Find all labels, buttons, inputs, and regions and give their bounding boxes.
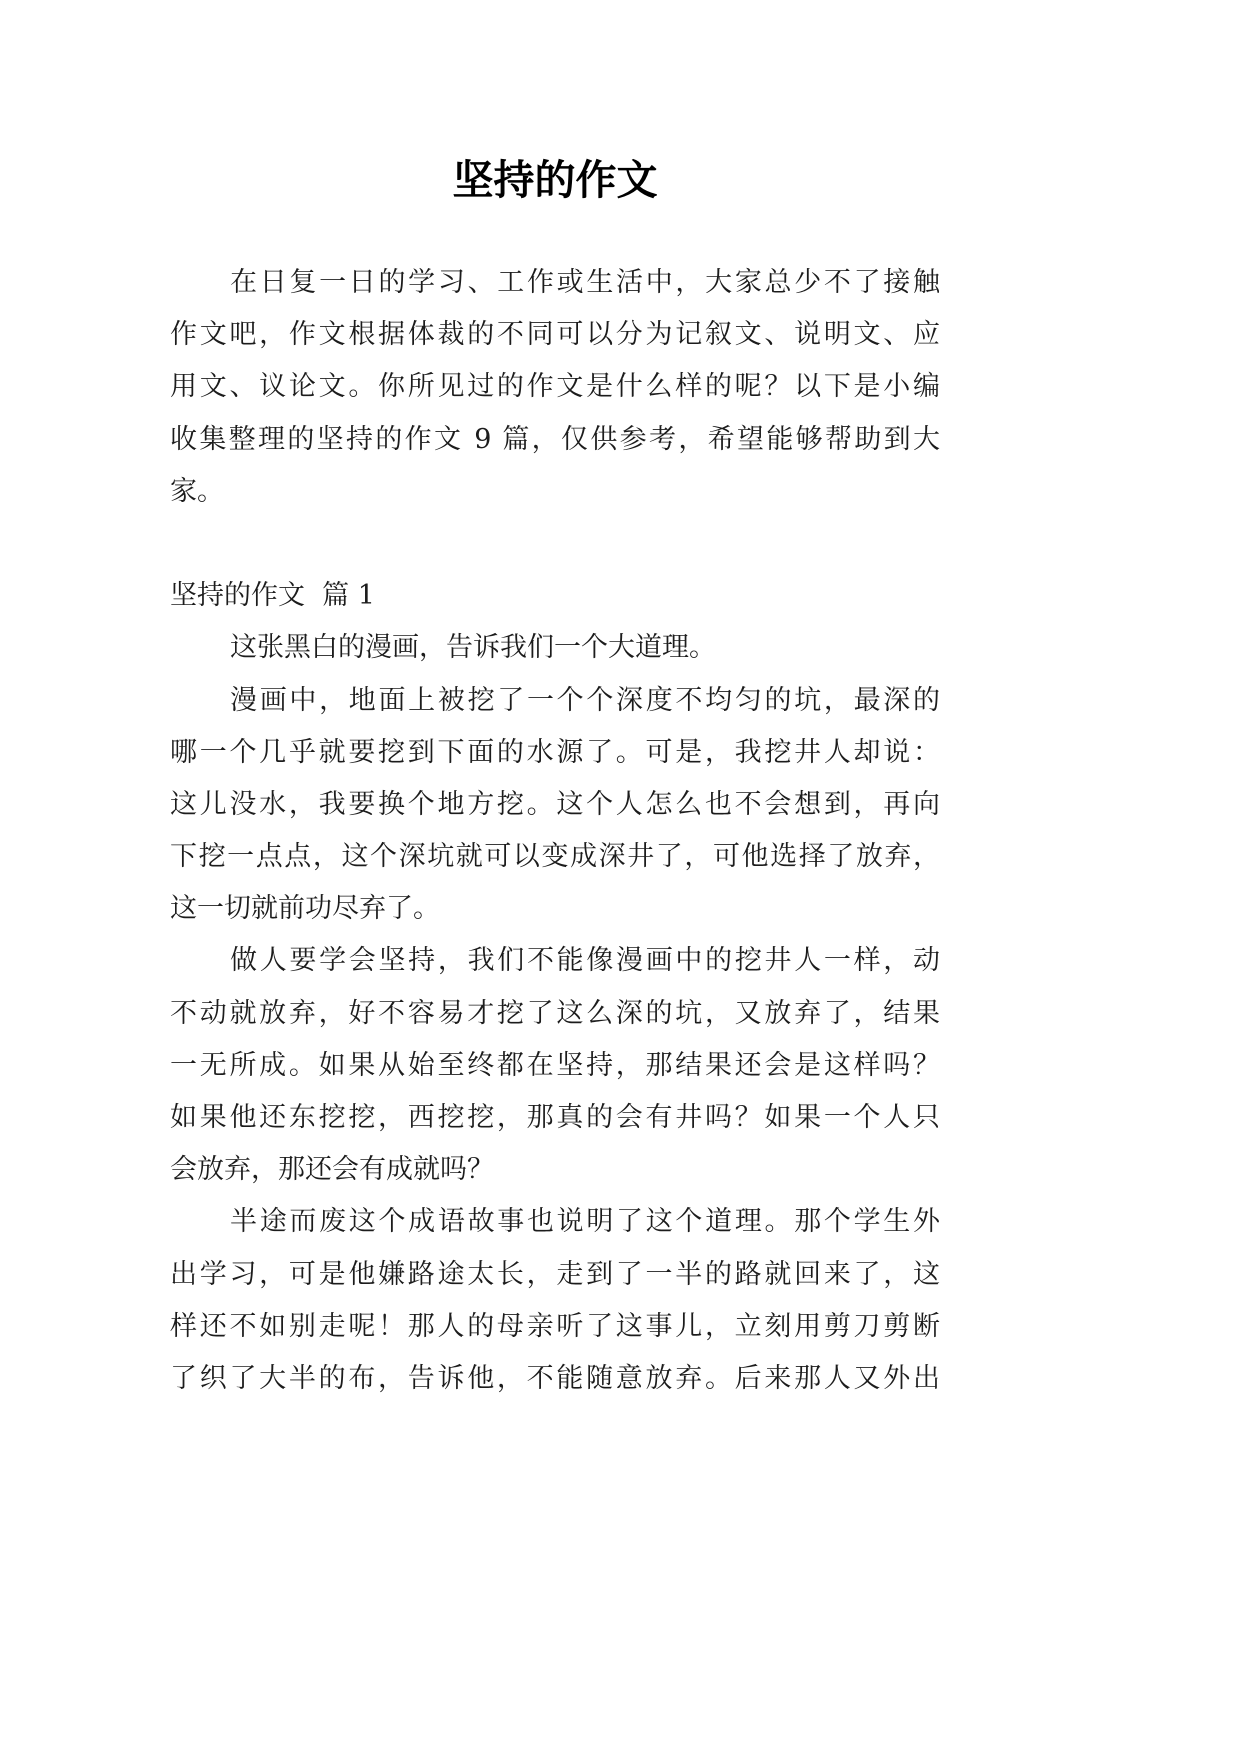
paragraph-line: 用文、议论文。你所见过的作文是什么样的呢？以下是小编 <box>170 371 940 403</box>
paragraph-line: 作文吧，作文根据体裁的不同可以分为记叙文、说明文、应 <box>170 319 940 351</box>
paragraph-line: 这儿没水，我要换个地方挖。这个人怎么也不会想到，再向 <box>170 788 940 820</box>
paragraph-line: 收集整理的坚持的作文 9 篇，仅供参考，希望能够帮助到大 <box>170 423 940 455</box>
paragraph-line: 出学习，可是他嫌路途太长，走到了一半的路就回来了，这 <box>170 1258 940 1290</box>
paragraph-line: 了织了大半的布，告诉他，不能随意放弃。后来那人又外出 <box>170 1362 940 1394</box>
paragraph-line: 样还不如别走呢！那人的母亲听了这事儿，立刻用剪刀剪断 <box>170 1310 940 1342</box>
section-heading: 坚持的作文 篇 1 <box>170 580 375 612</box>
paragraph-line: 做人要学会坚持，我们不能像漫画中的挖井人一样，动 <box>230 945 940 977</box>
essay-section-1 <box>170 570 940 1405</box>
paragraph-line: 漫画中，地面上被挖了一个个深度不均匀的坑，最深的 <box>230 684 940 716</box>
paragraph-line: 半途而废这个成语故事也说明了这个道理。那个学生外 <box>230 1206 940 1238</box>
paragraph-line: 下挖一点点，这个深坑就可以变成深井了，可他选择了放弃， <box>170 841 940 873</box>
paragraph-line: 如果他还东挖挖，西挖挖，那真的会有井吗？如果一个人只 <box>170 1102 940 1133</box>
document-title: 坚持的作文 <box>452 156 658 204</box>
paragraph-line: 这一切就前功尽弃了。 <box>170 893 440 925</box>
paragraph-line: 家。 <box>170 475 224 507</box>
intro-paragraph <box>170 257 940 518</box>
paragraph <box>170 675 940 936</box>
blank-line <box>170 518 940 570</box>
paragraph-line: 一无所成。如果从始至终都在坚持，那结果还会是这样吗？ <box>170 1049 940 1081</box>
paragraph-line: 哪一个几乎就要挖到下面的水源了。可是，我挖井人却说： <box>170 736 940 768</box>
paragraph-line: 在日复一日的学习、工作或生活中，大家总少不了接触 <box>230 267 940 298</box>
paragraph-line: 不动就放弃，好不容易才挖了这么深的坑，又放弃了，结果 <box>170 997 940 1029</box>
paragraph <box>170 622 940 674</box>
paragraph-line: 会放弃，那还会有成就吗？ <box>170 1154 494 1186</box>
paragraph <box>170 1196 940 1405</box>
paragraph <box>170 935 940 1196</box>
document-body <box>170 257 940 1405</box>
paragraph-line: 这张黑白的漫画，告诉我们一个大道理。 <box>230 632 716 664</box>
